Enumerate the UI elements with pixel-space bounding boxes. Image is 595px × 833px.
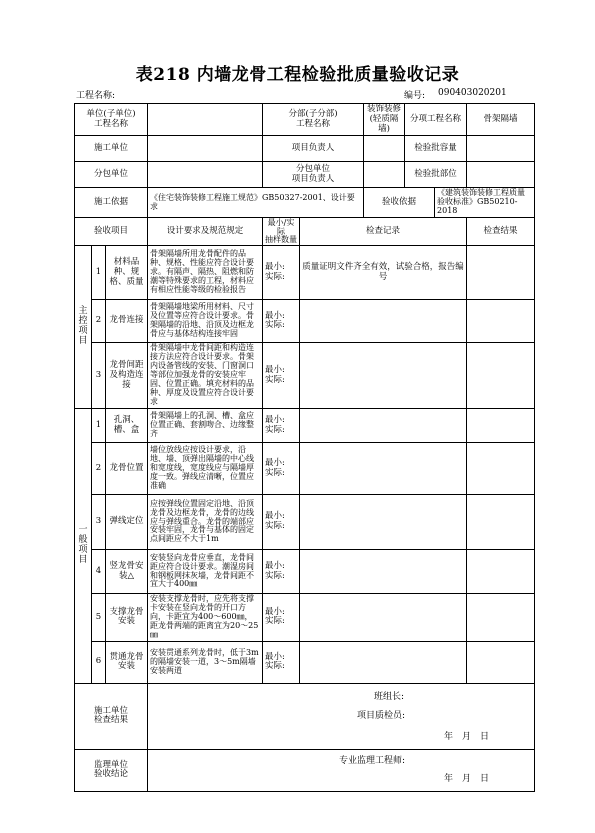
general-group-label: 一 般 项 目 xyxy=(75,409,92,684)
item-result[interactable] xyxy=(467,443,535,495)
subcontractor-value[interactable] xyxy=(148,162,263,188)
item-result[interactable] xyxy=(467,409,535,443)
item-sample: 最小: 实际: xyxy=(263,300,300,343)
item-requirement: 安装竖向龙骨应垂直，龙骨间距应符合设计要求。潮湿房间和钢板网抹灰墙，龙骨间距不宜大于400㎜ xyxy=(148,550,263,594)
item-result[interactable] xyxy=(467,246,535,300)
item-sample: 最小: 实际: xyxy=(263,443,300,495)
item-no: 1 xyxy=(92,409,106,443)
item-result[interactable] xyxy=(467,550,535,594)
item-record[interactable] xyxy=(300,495,467,550)
acceptance-basis-value: 《建筑装饰装修工程质量验收标准》GB50210-2018 xyxy=(435,188,535,218)
acceptance-basis-label: 验收依据 xyxy=(364,188,435,218)
pm-label: 项目负责人 xyxy=(263,136,364,162)
page-title: 表218 内墙龙骨工程检验批质量验收记录 xyxy=(135,65,460,85)
item-sample: 最小: 实际: xyxy=(263,495,300,550)
construction-date-label: 年 月 日 xyxy=(444,731,490,742)
main-group-label: 主 控 项 目 xyxy=(75,246,92,409)
batch-location-label: 检验批部位 xyxy=(405,162,467,188)
item-no: 2 xyxy=(92,300,106,343)
supervision-result-label: 监理单位 验收结论 xyxy=(75,749,148,791)
sub-pm-label: 分包单位 项目负责人 xyxy=(263,162,364,188)
item-no: 1 xyxy=(92,246,106,300)
item-requirement: 应按弹线位置固定沿地、沿顶龙骨及边框龙骨，龙骨的边线应与弹线重合。龙骨的端部应安装牢固，龙骨与基体的固定点间距应不大于1m xyxy=(148,495,263,550)
basis-label: 施工依据 xyxy=(75,188,148,218)
item-requirement: 骨架隔墙上的孔洞、槽、盒应位置正确、套割吻合、边缘整齐 xyxy=(148,409,263,443)
item-requirement: 安装贯通系列龙骨时，低于3m的隔墙安装一道，3～5m隔墙安装两道 xyxy=(148,641,263,683)
batch-capacity-label: 检验批容量 xyxy=(405,136,467,162)
item-result[interactable] xyxy=(467,300,535,343)
construction-result-label: 施工单位 检查结果 xyxy=(75,683,148,749)
col-result: 检查结果 xyxy=(467,218,535,246)
team-leader-label: 班组长: xyxy=(374,691,405,702)
item-sample: 最小: 实际: xyxy=(263,343,300,409)
item-name: 弹线定位 xyxy=(106,495,148,550)
item-name: 龙骨连接 xyxy=(106,300,148,343)
item-result[interactable] xyxy=(467,495,535,550)
item-result[interactable] xyxy=(467,641,535,683)
item-no: 5 xyxy=(92,594,106,642)
item-requirement: 骨架隔墙所用龙骨配件的品种、规格、性能应符合设计要求。有隔声、隔热、阻燃和防潮等特殊要求的工程，材料应有相应性能等级的检验报告 xyxy=(148,246,263,300)
item-name: 竖龙骨安装△ xyxy=(106,550,148,594)
item-requirement: 骨架隔墙地梁所用材料、尺寸及位置等应符合设计要求。骨架隔墙的沿地、沿顶及边框龙骨应与基体结构连接牢固 xyxy=(148,300,263,343)
item-record[interactable] xyxy=(300,550,467,594)
unit-label: 单位(子单位) 工程名称 xyxy=(75,104,148,136)
subitem-label: 分项工程名称 xyxy=(405,104,467,136)
item-record[interactable] xyxy=(300,594,467,642)
batch-location-value[interactable] xyxy=(467,162,535,188)
item-record[interactable] xyxy=(300,343,467,409)
item-no: 2 xyxy=(92,443,106,495)
item-result[interactable] xyxy=(467,594,535,642)
item-sample: 最小: 实际: xyxy=(263,550,300,594)
unit-value[interactable] xyxy=(148,104,263,136)
item-no: 6 xyxy=(92,641,106,683)
item-no: 3 xyxy=(92,343,106,409)
item-sample: 最小: 实际: xyxy=(263,246,300,300)
col-record: 检查记录 xyxy=(300,218,467,246)
item-record[interactable] xyxy=(300,443,467,495)
item-record[interactable] xyxy=(300,641,467,683)
batch-capacity-value[interactable] xyxy=(467,136,535,162)
col-item: 验收项目 xyxy=(75,218,148,246)
division-value: 装饰装修 (轻质隔墙) xyxy=(364,104,405,136)
col-sample: 最小/实际 抽样数量 xyxy=(263,218,300,246)
constructor-label: 施工单位 xyxy=(75,136,148,162)
pm-value[interactable] xyxy=(364,136,405,162)
item-requirement: 骨架隔墙中龙骨间距和构造连接方法应符合设计要求。骨架内设备管线的安装、门窗洞口等部位加强龙骨的安装应牢固、位置正确。填充材料的品种、厚度及设置应符合设计要求 xyxy=(148,343,263,409)
item-sample: 最小: 实际: xyxy=(263,641,300,683)
item-requirement: 墙位放线应按设计要求，沿地、墙、顶弹出隔墙的中心线和宽度线，宽度线应与隔墙厚度一致。弹线应清晰，位置应准确 xyxy=(148,443,263,495)
item-requirement: 安装支撑龙骨时，应先将支撑卡安装在竖向龙骨的开口方向，卡距宜为400～600㎜，距龙骨两端的距离宜为20～25㎜ xyxy=(148,594,263,642)
item-name: 贯通龙骨安装 xyxy=(106,641,148,683)
item-record[interactable] xyxy=(300,300,467,343)
division-label: 分部(子分部) 工程名称 xyxy=(263,104,364,136)
item-name: 孔洞、槽、盒 xyxy=(106,409,148,443)
item-name: 龙骨间距及构造连接 xyxy=(106,343,148,409)
code-label: 编号: xyxy=(404,91,426,101)
item-record: 质量证明文件齐全有效，试验合格，报告编号 xyxy=(300,246,467,300)
supervision-engineer-label: 专业监理工程师: xyxy=(339,755,406,766)
item-name: 龙骨位置 xyxy=(106,443,148,495)
supervision-date-label: 年 月 日 xyxy=(444,773,490,784)
item-no: 3 xyxy=(92,495,106,550)
item-record[interactable] xyxy=(300,409,467,443)
item-name: 支撑龙骨安装 xyxy=(106,594,148,642)
subitem-value: 骨架隔墙 xyxy=(467,104,535,136)
subcontractor-label: 分包单位 xyxy=(75,162,148,188)
acceptance-record-table xyxy=(74,103,535,792)
item-sample: 最小: 实际: xyxy=(263,409,300,443)
construction-result-area[interactable] xyxy=(148,683,535,749)
supervision-result-area[interactable] xyxy=(148,749,535,791)
code-value: 090403020201 xyxy=(438,88,507,98)
item-no: 4 xyxy=(92,550,106,594)
constructor-value[interactable] xyxy=(148,136,263,162)
quality-inspector-label: 项目质检员: xyxy=(357,710,406,721)
project-name-label: 工程名称: xyxy=(76,91,116,101)
col-requirement: 设计要求及规范规定 xyxy=(148,218,263,246)
item-name: 材料品种、规格、质量 xyxy=(106,246,148,300)
basis-value: 《住宅装饰装修工程施工规范》GB50327-2001、设计要求 xyxy=(148,188,364,218)
item-sample: 最小: 实际: xyxy=(263,594,300,642)
sub-pm-value[interactable] xyxy=(364,162,405,188)
item-result[interactable] xyxy=(467,343,535,409)
